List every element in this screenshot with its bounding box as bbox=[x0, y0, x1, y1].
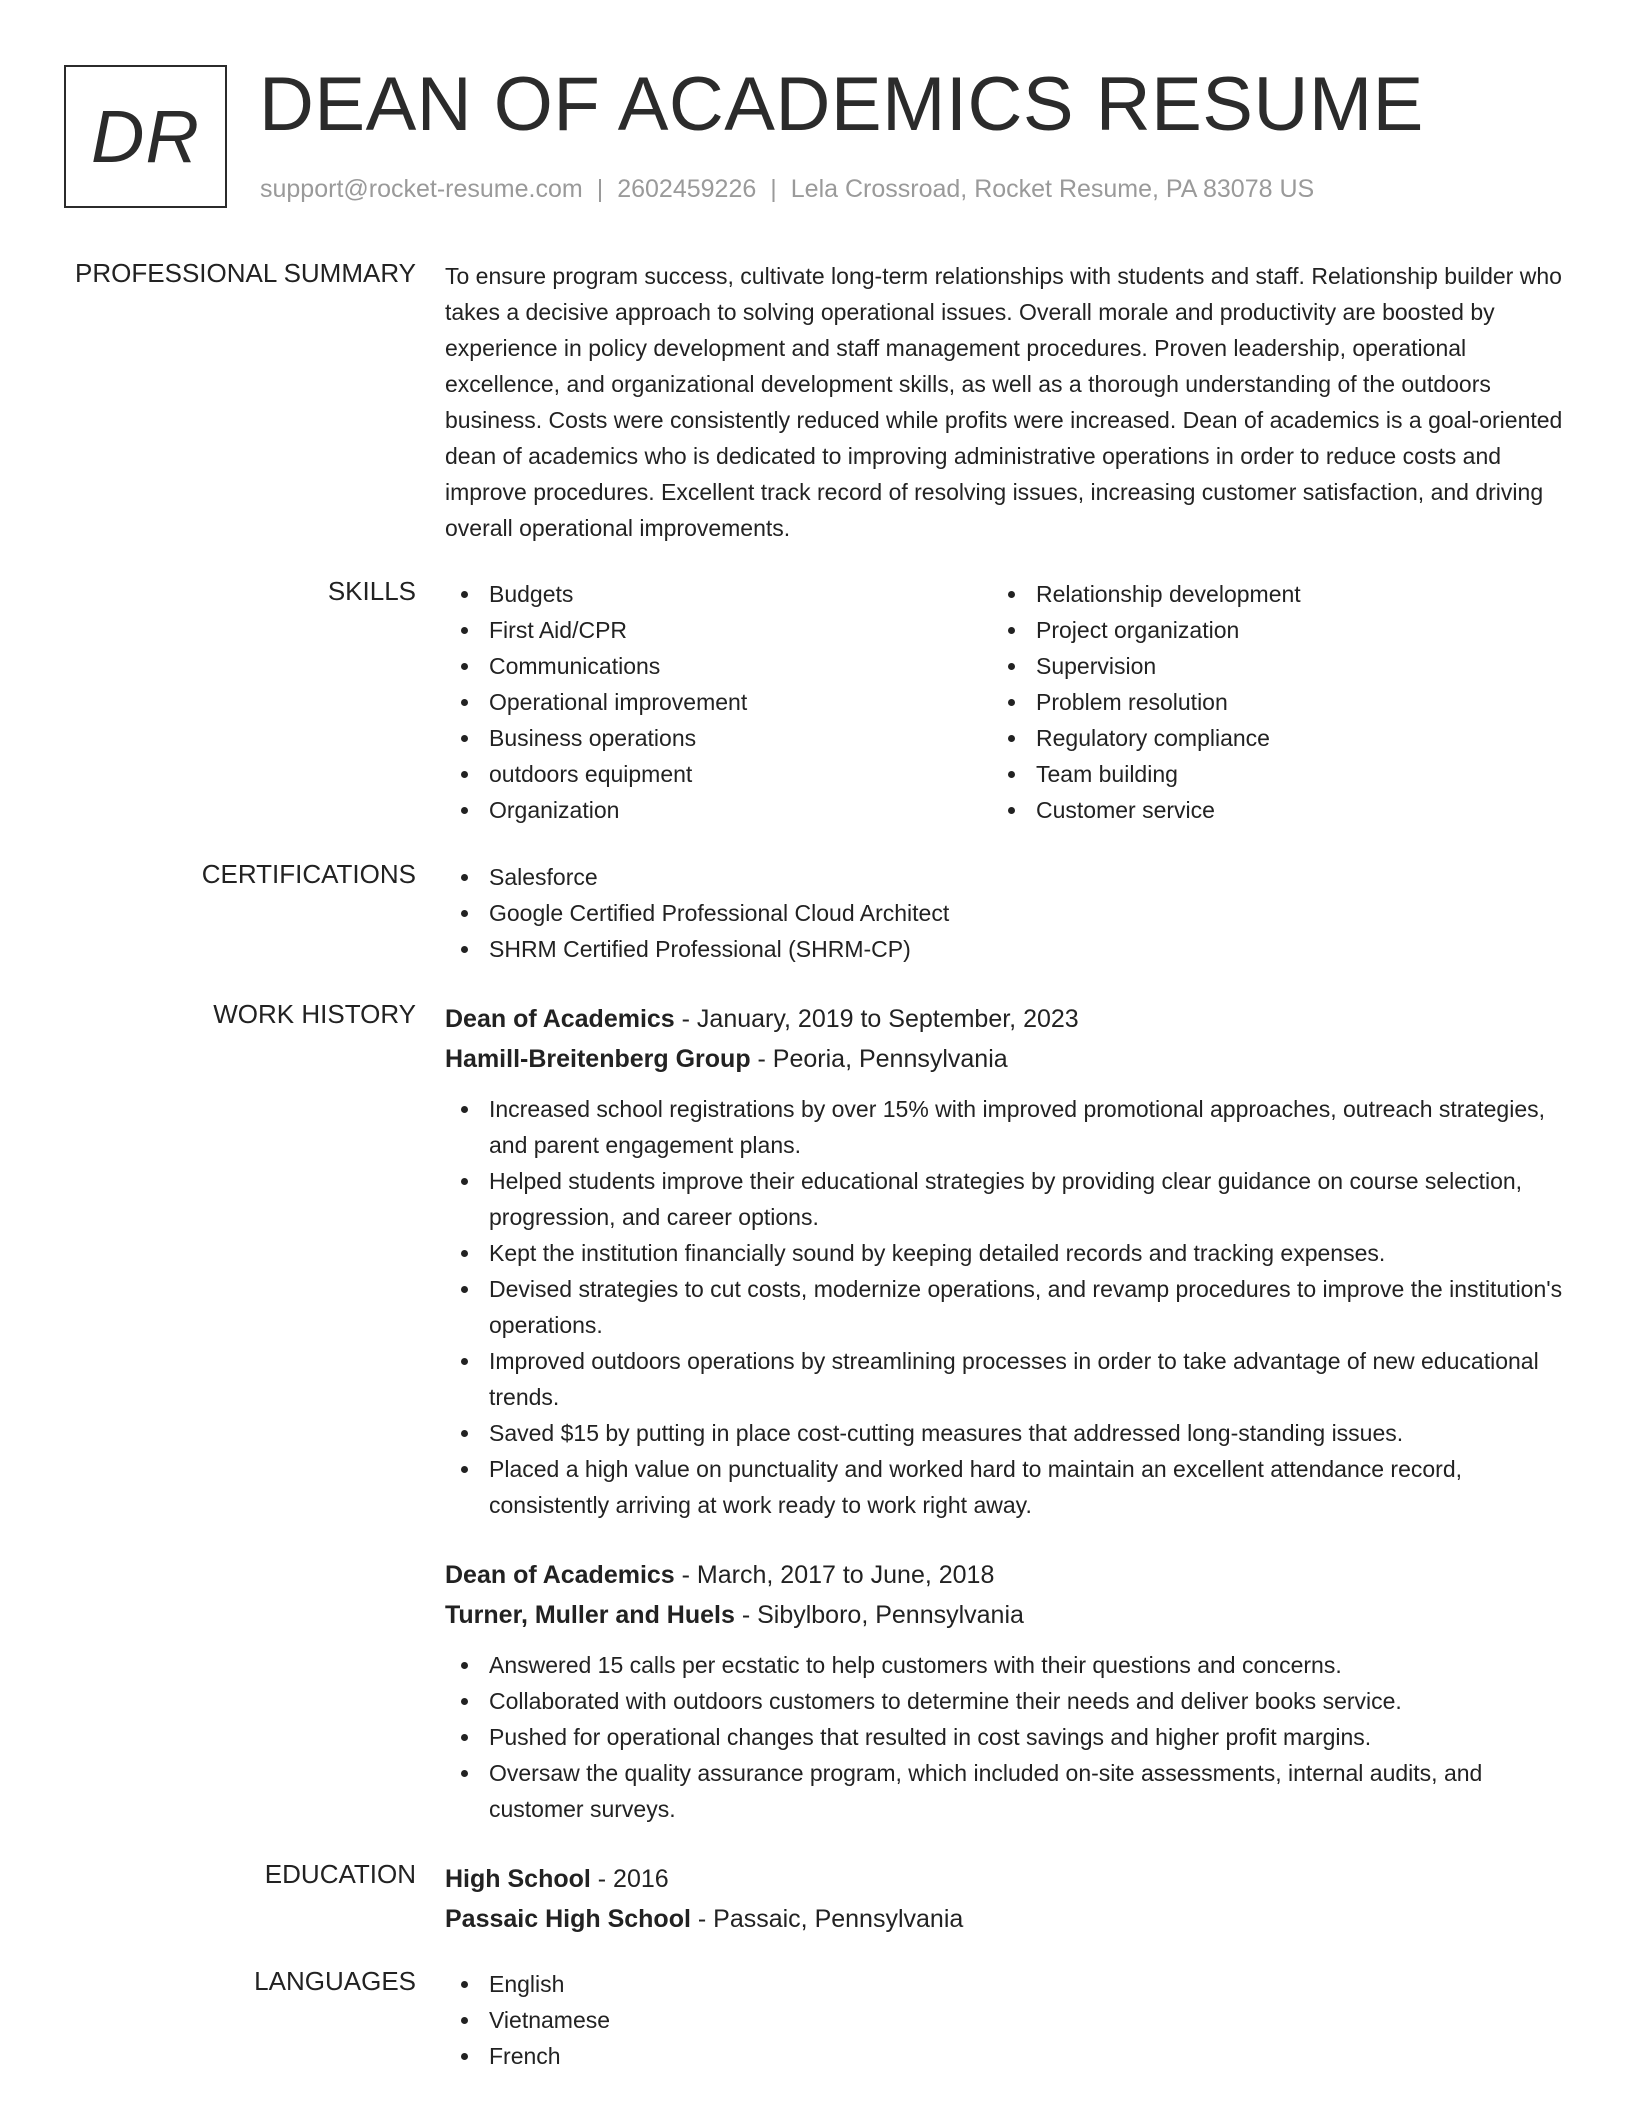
skill-item: Organization bbox=[445, 792, 992, 828]
skill-item: outdoors equipment bbox=[445, 756, 992, 792]
contact-phone[interactable]: 2602459226 bbox=[617, 175, 757, 203]
language-item: Vietnamese bbox=[445, 2002, 1570, 2038]
monogram-initials: DR bbox=[91, 95, 200, 178]
education-location: - Passaic, Pennsylvania bbox=[690, 1905, 964, 1933]
job-entry bbox=[445, 1555, 1570, 1827]
skill-item: Project organization bbox=[992, 612, 1539, 648]
resume-header bbox=[64, 62, 1568, 209]
education-year: - 2016 bbox=[590, 1865, 669, 1893]
education-body bbox=[445, 1859, 1570, 1939]
skill-item: Budgets bbox=[445, 576, 992, 612]
skill-item: Regulatory compliance bbox=[992, 720, 1539, 756]
resume-title: DEAN OF ACADEMICS RESUME bbox=[259, 62, 1424, 147]
section-label-education: EDUCATION bbox=[264, 1859, 416, 1889]
work-history-body bbox=[445, 999, 1570, 1827]
skill-item: Relationship development bbox=[992, 576, 1539, 612]
skills-list-right bbox=[992, 576, 1539, 828]
skills-columns bbox=[445, 576, 1570, 828]
job-company-line bbox=[445, 1595, 1570, 1635]
job-bullet: Oversaw the quality assurance program, which included on-site assessments, internal audits, and customer surveys. bbox=[445, 1755, 1570, 1827]
contact-separator: | bbox=[596, 175, 604, 203]
job-entry bbox=[445, 999, 1570, 1523]
job-bullets bbox=[445, 1647, 1570, 1827]
job-bullet: Devised strategies to cut costs, modernize operations, and revamp procedures to improve the institution's operations. bbox=[445, 1271, 1570, 1343]
job-bullet: Saved $15 by putting in place cost-cutting measures that addressed long-standing issues. bbox=[445, 1415, 1570, 1451]
job-bullet: Improved outdoors operations by streamlining processes in order to take advantage of new educational trends. bbox=[445, 1343, 1570, 1415]
skill-item: Problem resolution bbox=[992, 684, 1539, 720]
education-school-line bbox=[445, 1899, 1570, 1939]
skill-item: Team building bbox=[992, 756, 1539, 792]
language-item: English bbox=[445, 1966, 1570, 2002]
job-bullets bbox=[445, 1091, 1570, 1523]
job-bullet: Kept the institution financially sound by keeping detailed records and tracking expenses. bbox=[445, 1235, 1570, 1271]
contact-address: Lela Crossroad, Rocket Resume, PA 83078 US bbox=[790, 175, 1315, 203]
job-title: Dean of Academics bbox=[445, 1561, 675, 1589]
job-company-line bbox=[445, 1039, 1570, 1079]
certification-item: Salesforce bbox=[445, 859, 1570, 895]
contact-line bbox=[260, 175, 1314, 204]
skills-list-left bbox=[445, 576, 992, 828]
job-bullet: Placed a high value on punctuality and worked hard to maintain an excellent attendance record, consistently arriving at work ready to work right away. bbox=[445, 1451, 1570, 1523]
job-bullet: Increased school registrations by over 15% with improved promotional approaches, outreach strategies, and parent engagement plans. bbox=[445, 1091, 1570, 1163]
job-location: - Sibylboro, Pennsylvania bbox=[734, 1601, 1024, 1629]
skill-item: Supervision bbox=[992, 648, 1539, 684]
job-bullet: Pushed for operational changes that resulted in cost savings and higher profit margins. bbox=[445, 1719, 1570, 1755]
section-label-summary: PROFESSIONAL SUMMARY bbox=[75, 258, 416, 288]
job-company: Turner, Muller and Huels bbox=[445, 1601, 735, 1629]
certification-item: Google Certified Professional Cloud Architect bbox=[445, 895, 1570, 931]
job-dates: - March, 2017 to June, 2018 bbox=[674, 1561, 995, 1589]
education-degree: High School bbox=[445, 1865, 591, 1893]
education-degree-line bbox=[445, 1859, 1570, 1899]
contact-email[interactable]: support@rocket-resume.com bbox=[260, 175, 583, 203]
skill-item: First Aid/CPR bbox=[445, 612, 992, 648]
job-title: Dean of Academics bbox=[445, 1005, 675, 1033]
job-title-line bbox=[445, 999, 1570, 1039]
language-item: French bbox=[445, 2038, 1570, 2074]
skill-item: Customer service bbox=[992, 792, 1539, 828]
contact-separator: | bbox=[770, 175, 777, 203]
skill-item: Business operations bbox=[445, 720, 992, 756]
job-bullet: Helped students improve their educational strategies by providing clear guidance on course selection, progression, and career options. bbox=[445, 1163, 1570, 1235]
section-label-skills: SKILLS bbox=[327, 576, 416, 606]
job-dates: - January, 2019 to September, 2023 bbox=[674, 1005, 1079, 1033]
job-company: Hamill-Breitenberg Group bbox=[445, 1045, 751, 1073]
job-title-line bbox=[445, 1555, 1570, 1595]
summary-text: To ensure program success, cultivate long-term relationships with students and staff. Relationship builder who takes a decisive approach to solving operational issues. Overall morale and productivity are boosted by experience in policy development and staff management procedures. Proven leadership, operational excellence, and organizational development skills, as well as a thorough understanding of the outdoors business. Costs were consistently reduced while profits were increased. Dean of academics is a goal-oriented dean of academics who is dedicated to improving administrative operations in order to reduce costs and improve procedures. Excellent track record of resolving issues, increasing customer satisfaction, and driving overall operational improvements. bbox=[445, 263, 1563, 541]
certification-item: SHRM Certified Professional (SHRM-CP) bbox=[445, 931, 1570, 967]
job-bullet: Answered 15 calls per ecstatic to help customers with their questions and concerns. bbox=[445, 1647, 1570, 1683]
education-school: Passaic High School bbox=[445, 1905, 691, 1933]
section-label-languages: LANGUAGES bbox=[254, 1966, 416, 1996]
certifications-list bbox=[445, 859, 1570, 967]
section-label-work-history: WORK HISTORY bbox=[213, 999, 416, 1029]
skill-item: Operational improvement bbox=[445, 684, 992, 720]
monogram-logo bbox=[64, 65, 227, 208]
job-location: - Peoria, Pennsylvania bbox=[750, 1045, 1008, 1073]
job-bullet: Collaborated with outdoors customers to determine their needs and deliver books service. bbox=[445, 1683, 1570, 1719]
section-label-certifications: CERTIFICATIONS bbox=[201, 859, 416, 889]
languages-list bbox=[445, 1966, 1570, 2074]
skill-item: Communications bbox=[445, 648, 992, 684]
